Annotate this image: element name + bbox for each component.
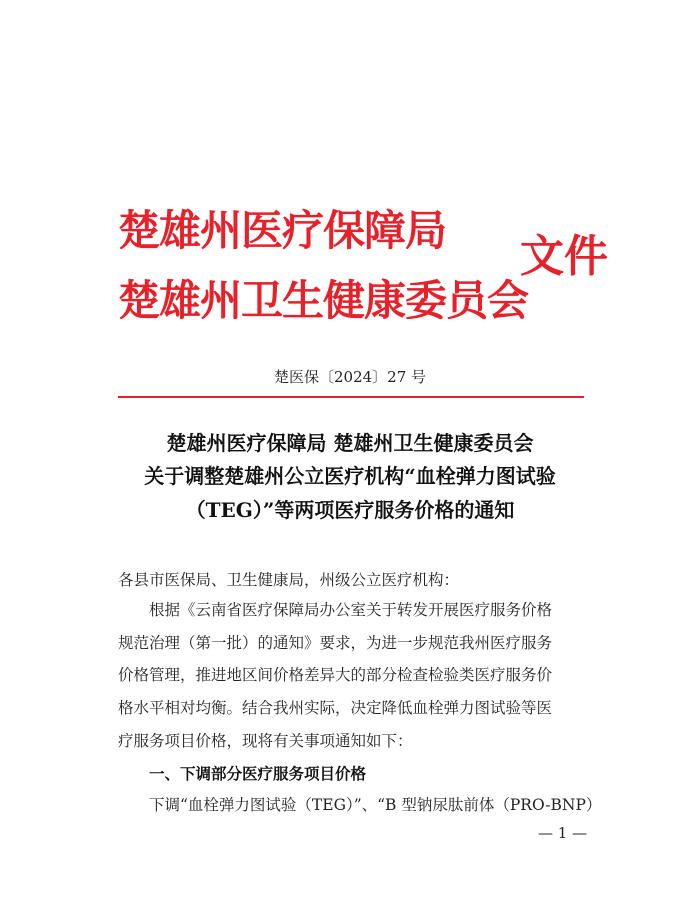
document-title-line-2: 关于调整楚雄州公立医疗机构“血栓弹力图试验 <box>144 464 556 488</box>
red-separator-line <box>118 396 584 398</box>
paragraph-line: 规范治理（第一批）的通知》要求，为进一步规范我州医疗服务 <box>118 634 553 652</box>
section-heading: 一、下调部分医疗服务项目价格 <box>149 765 367 783</box>
paragraph-line: 价格管理，推进地区间价格差异大的部分检查检验类医疗服务价 <box>118 666 553 684</box>
issuer-name-health-commission: 楚雄州卫生健康委员会 <box>118 276 529 325</box>
document-title-line-3: （TEG）”等两项医疗服务价格的通知 <box>185 498 515 522</box>
file-word: 文件 <box>520 231 608 282</box>
paragraph-line: 根据《云南省医疗保障局办公室关于转发开展医疗服务价格 <box>149 601 553 619</box>
paragraph-line: 下调“血栓弹力图试验（TEG）”、“B 型钠尿肽前体（PRO-BNP） <box>149 796 602 814</box>
issuer-name-medical-security-bureau: 楚雄州医疗保障局 <box>118 206 447 255</box>
page-number: — 1 — <box>538 824 588 842</box>
salutation: 各县市医保局、卫生健康局，州级公立医疗机构： <box>118 571 460 589</box>
paragraph-line: 格水平相对均衡。结合我州实际，决定降低血栓弹力图试验等医 <box>118 699 553 717</box>
document-title-line-1: 楚雄州医疗保障局 楚雄州卫生健康委员会 <box>166 431 534 455</box>
paragraph-line: 疗服务项目价格，现将有关事项通知如下： <box>118 732 413 750</box>
document-number: 楚医保〔2024〕27 号 <box>273 368 427 386</box>
